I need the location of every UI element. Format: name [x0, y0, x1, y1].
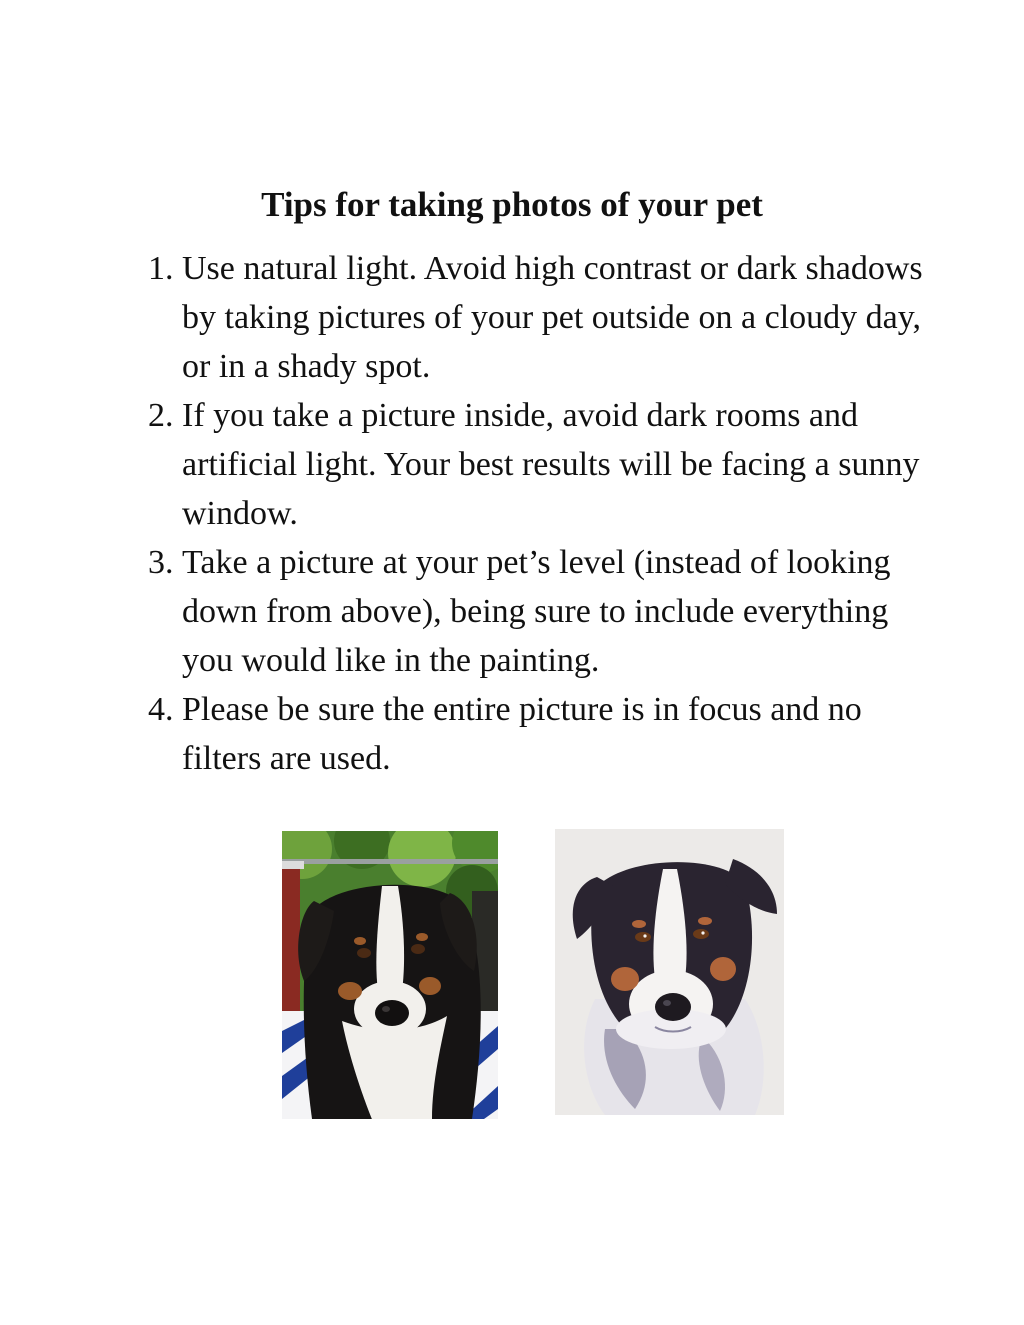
tips-list [148, 244, 938, 783]
tip-text: If you take a picture inside, avoid dark rooms and artificial light. Your best results will be facing a sunny window. [182, 397, 920, 532]
tip-text: Use natural light. Avoid high contrast or dark shadows by taking pictures of your pet outside on a cloudy day, or in a shady spot. [182, 250, 923, 385]
tip-number: 3. [148, 544, 174, 581]
tip-item-4 [148, 685, 938, 783]
dog-painting-illustration [555, 829, 784, 1115]
tip-number: 2. [148, 397, 174, 434]
tip-text: Take a picture at your pet’s level (instead of looking down from above), being sure to include everything you would like in the painting. [182, 544, 891, 679]
page-title: Tips for taking photos of your pet [261, 185, 763, 224]
tip-item-1 [148, 244, 938, 391]
dog-photo-illustration [282, 831, 498, 1119]
tip-number: 4. [148, 691, 174, 728]
tip-item-2 [148, 391, 938, 538]
tip-number: 1. [148, 250, 174, 287]
dog-painting-image [555, 829, 784, 1115]
tip-text: Please be sure the entire picture is in focus and no filters are used. [182, 691, 862, 777]
dog-photo-image [282, 831, 498, 1119]
tip-item-3 [148, 538, 938, 685]
